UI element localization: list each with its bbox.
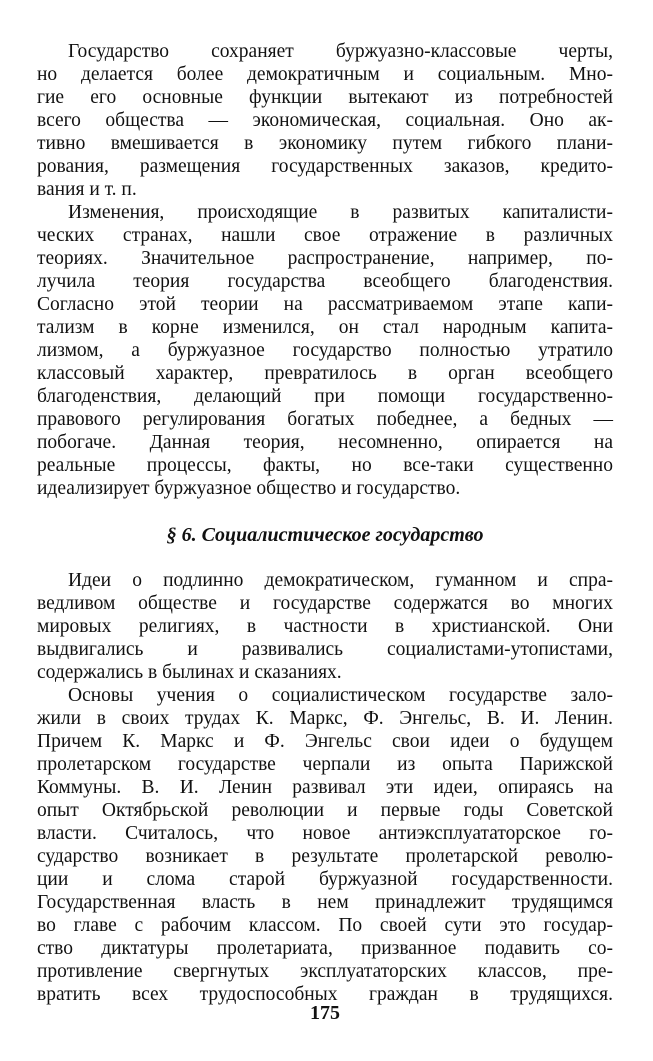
section-heading: § 6. Социалистическое государство [166, 524, 484, 546]
text-line: Коммуны. В. И. Ленин развивал эти идеи, опираясь на [37, 777, 613, 798]
text-line: Согласно этой теории на рассматриваемом этапе капи- [37, 294, 613, 315]
text-line: лучила теория государства всеобщего благоденствия. [37, 271, 613, 292]
text-line: Изменения, происходящие в развитых капиталисти- [68, 202, 613, 223]
text-line: Основы учения о социалистическом государстве зало- [68, 685, 613, 706]
text-line: вратить всех трудоспособных граждан в трудящихся. [37, 984, 613, 1005]
text-line: Причем К. Маркс и Ф. Энгельс свои идеи о будущем [37, 731, 613, 752]
paragraph-ideas-origin [37, 569, 613, 684]
text-line: лизмом, а буржуазное государство полностью утратило [37, 340, 613, 361]
text-line: ческих странах, нашли свое отражение в различных [37, 225, 613, 246]
text-line: опыт Октябрьской революции и первые годы Советской [37, 800, 613, 821]
page-number: 175 [310, 1002, 340, 1024]
text-line: вания и т. п. [37, 179, 137, 200]
text-line: ции и слома старой буржуазной государственности. [37, 869, 613, 890]
paragraph-state-features [37, 40, 613, 201]
text-line: реальные процессы, факты, но все-таки существенно [37, 455, 613, 476]
paragraph-welfare-theory [37, 201, 613, 500]
text-line: жили в своих трудах К. Маркс, Ф. Энгельс, В. И. Ленин. [37, 708, 613, 729]
text-line: побогаче. Данная теория, несомненно, опирается на [37, 432, 613, 453]
text-line: сударство возникает в результате пролетарской револю- [37, 846, 613, 867]
text-line: ство диктатуры пролетариата, призванное подавить со- [37, 938, 613, 959]
text-line: пролетарском государстве черпали из опыта Парижской [37, 754, 613, 775]
text-line: выдвигались и развивались социалистами-утопистами, [37, 639, 613, 660]
text-line: рования, размещения государственных заказов, кредито- [37, 156, 613, 177]
text-line: правового регулирования богатых победнее, а бедных — [37, 409, 613, 430]
book-page [37, 0, 613, 1061]
text-line: Государство сохраняет буржуазно-классовые черты, [68, 41, 613, 62]
text-line: гие его основные функции вытекают из потребностей [37, 87, 613, 108]
text-line: ведливом обществе и государстве содержатся во многих [37, 593, 613, 614]
text-line: классовый характер, превратилось в орган всеобщего [37, 363, 613, 384]
text-line: тализм в корне изменился, он стал народным капита- [37, 317, 613, 338]
text-line: Идеи о подлинно демократическом, гуманном и спра- [68, 570, 613, 591]
text-line: теориях. Значительное распространение, например, по- [37, 248, 613, 269]
text-line: тивно вмешивается в экономику путем гибкого плани- [37, 133, 613, 154]
text-line: противление свергнутых эксплуататорских классов, пре- [37, 961, 613, 982]
text-line: мировых религиях, в частности в христианской. Они [37, 616, 613, 637]
text-line: власти. Считалось, что новое антиэксплуататорское го- [37, 823, 613, 844]
paragraph-socialist-doctrine [37, 684, 613, 1006]
text-line: Государственная власть в нем принадлежит трудящимся [37, 892, 613, 913]
text-line: содержались в былинах и сказаниях. [37, 662, 342, 683]
text-line: идеализирует буржуазное общество и государство. [37, 478, 461, 499]
text-line: благоденствия, делающий при помощи государственно- [37, 386, 613, 407]
text-line: но делается более демократичным и социальным. Мно- [37, 64, 613, 85]
text-line: всего общества — экономическая, социальная. Оно ак- [37, 110, 613, 131]
text-line: во главе с рабочим классом. По своей сути это государ- [37, 915, 613, 936]
